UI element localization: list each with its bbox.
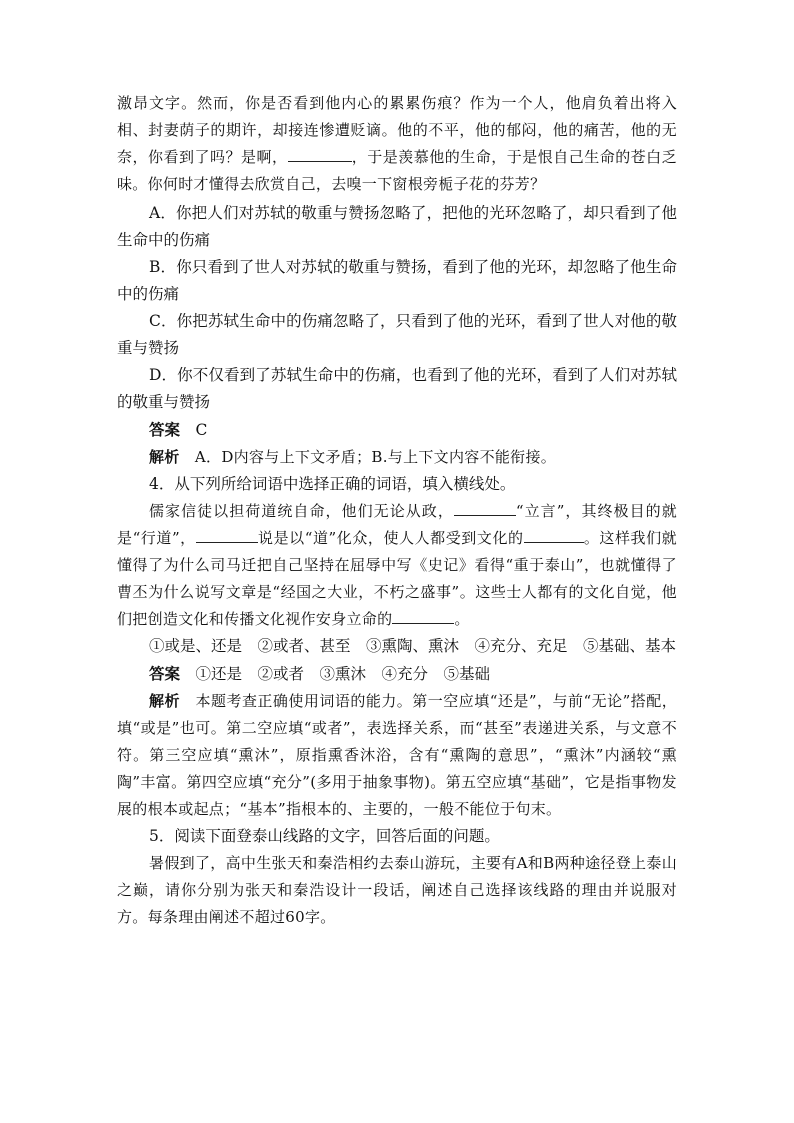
analysis-label: 解析	[149, 692, 180, 710]
question-5-stem: 5．阅读下面登泰山线路的文字，回答后面的问题。	[149, 827, 500, 845]
question-4-passage: 儒家信徒以担荷道统自命，他们无论从政， “立言”，其终极目的就是“行道”， 说是以“道”化众，使人人都受到文化的 。这样我们就懂得了为什么司马迁把自己坚持在屈辱中写《史记》看得“重于泰山”，也就懂得了曹丕为什么说写文章是“经国之大业，不朽之盛事”。这些士人都有的文化自觉，他们把创造文化和传播文化视作安身立命的 。	[117, 502, 677, 628]
question-4-options: ①或是、还是 ②或者、甚至 ③熏陶、熏沐 ④充分、充足 ⑤基础、基本	[149, 637, 677, 655]
answer-label: 答案	[149, 420, 181, 439]
analysis-label: 解析	[149, 448, 180, 466]
fill-blank-3	[524, 528, 584, 543]
fill-blank	[288, 147, 352, 162]
answer-value: C	[195, 421, 208, 439]
analysis-text: A．D内容与上下文矛盾；B.与上下文内容不能衔接。	[194, 448, 557, 466]
analysis-line-q3	[117, 444, 677, 471]
passage-continuation: 激昂文字。然而，你是否看到他内心的累累伤痕？作为一个人，他肩负着出将入相、封妻荫子的期许，却接连惨遭贬谪。他的不平，他的郁闷，他的痛苦，他的无奈，你看到了吗？是啊， ，于是羡慕他的生命，于是恨自己生命的苍白乏味。你何时才懂得去欣赏自己，去嗅一下窗根旁栀子花的芬芳？	[117, 94, 677, 193]
option-b: B．你只看到了世人对苏轼的敬重与赞扬，看到了他的光环，却忽略了他生命中的伤痛	[117, 258, 677, 303]
analysis-text: 本题考查正确使用词语的能力。第一空应填“还是”，与前“无论”搭配，填“或是”也可。第二空应填“或者”，表选择关系，而“甚至”表递进关系，与文意不符。第三空应填“熏沐”，原指熏香沐浴，含有“熏陶的意思”，“熏沐”内涵较“熏陶”丰富。第四空应填“充分”(多用于抽象事物)。第五空应填“基础”，它是指事物发展的根本或起点；“基本”指根本的、主要的，一般不能位于句末。	[117, 692, 678, 818]
option-a: A．你把人们对苏轼的敬重与赞扬忽略了，把他的光环忽略了，却只看到了他生命中的伤痛	[117, 204, 677, 249]
analysis-line-q4	[117, 688, 677, 823]
option-d: D．你不仅看到了苏轼生命中的伤痛，也看到了他的光环，看到了人们对苏轼的敬重与赞扬	[117, 366, 677, 411]
answer-line-q4	[117, 660, 677, 688]
fill-blank-2	[196, 528, 258, 543]
content-column	[117, 90, 677, 931]
answer-line-q3	[117, 416, 677, 444]
question-5-text: 暑假到了，高中生张天和秦浩相约去泰山游玩，主要有A和B两种途径登上泰山之巅，请你分别为张天和秦浩设计一段话，阐述自己选择该线路的理由并说服对方。每条理由阐述不超过60字。	[117, 854, 677, 926]
option-c: C．你把苏轼生命中的伤痛忽略了，只看到了他的光环，看到了世人对他的敬重与赞扬	[117, 312, 677, 357]
answer-label: 答案	[149, 664, 181, 683]
answer-value: ①还是 ②或者 ③熏沐 ④充分 ⑤基础	[195, 665, 491, 683]
fill-blank-4	[392, 609, 454, 624]
fill-blank-1	[454, 501, 516, 516]
question-4-stem: 4．从下列所给词语中选择正确的词语，填入横线处。	[149, 475, 516, 493]
